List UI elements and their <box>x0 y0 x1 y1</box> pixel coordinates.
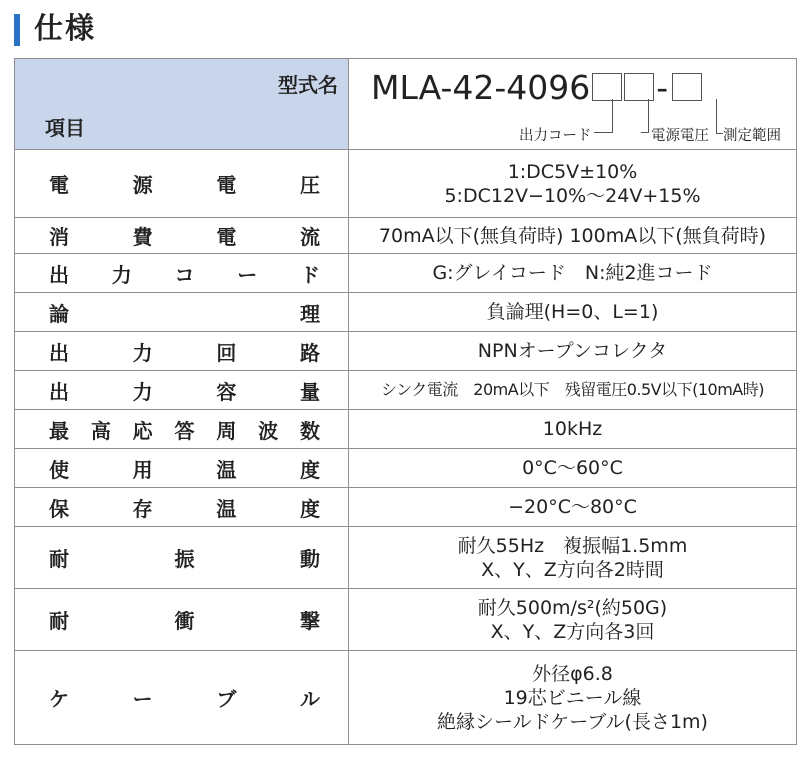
callout-supply-voltage: 電源電圧 <box>651 128 709 144</box>
spec-label-cell <box>15 293 349 332</box>
spec-label-char: ケ <box>49 687 69 711</box>
spec-label-char: 振 <box>174 547 195 571</box>
item-label: 項目 <box>45 116 85 140</box>
spec-value-line: NPNオープンコレクタ <box>477 340 668 362</box>
spec-label-char: 最 <box>49 418 69 443</box>
spec-label <box>49 298 320 327</box>
spec-label-cell <box>15 150 349 218</box>
spec-value-cell <box>349 254 797 293</box>
spec-label-char: 衝 <box>174 609 195 633</box>
spec-label <box>49 415 320 444</box>
spec-value-cell <box>349 527 797 589</box>
header-label-cell <box>15 59 349 150</box>
spec-label-char: 論 <box>49 301 69 326</box>
spec-label-char: 電 <box>49 173 69 197</box>
spec-label-char: 高 <box>90 418 111 443</box>
spec-label-char: 出 <box>49 262 69 287</box>
spec-row <box>15 527 797 589</box>
spec-label <box>49 543 320 572</box>
spec-label-char: 動 <box>300 547 320 571</box>
spec-label-char: 答 <box>174 418 195 443</box>
page-title: 仕様 <box>34 11 97 45</box>
spec-label-cell <box>15 589 349 651</box>
spec-label <box>49 493 320 522</box>
spec-label-char: 力 <box>132 340 153 365</box>
spec-label-cell <box>15 332 349 371</box>
spec-value-cell <box>349 293 797 332</box>
spec-label-cell <box>15 488 349 527</box>
callout-measure-range: 測定範囲 <box>723 128 781 144</box>
spec-label-char: 周 <box>216 418 237 443</box>
callout-line-voltage <box>648 99 649 133</box>
spec-value-cell <box>349 410 797 449</box>
spec-label <box>49 454 320 483</box>
spec-value-line: 耐久55Hz 複振幅1.5mm <box>457 534 688 557</box>
spec-row <box>15 332 797 371</box>
callout-output-code: 出力コード <box>519 128 592 144</box>
spec-label-char: 容 <box>216 379 237 404</box>
spec-value-line: 外径φ6.8 <box>532 662 613 685</box>
spec-value-cell <box>349 651 797 745</box>
callout-line-output-h <box>594 132 612 133</box>
spec-label-char: ー <box>132 687 153 711</box>
spec-value-line: シンク電流 20mA以下 残留電圧0.5V以下(10mA時) <box>381 380 764 399</box>
spec-label-char: 消 <box>49 225 69 249</box>
spec-value-line: G:グレイコード N:純2進コード <box>432 262 713 284</box>
spec-label-char: 耐 <box>49 547 69 571</box>
spec-value-line: 負論理(H=0、L=1) <box>486 301 659 323</box>
spec-label-char: 耐 <box>49 609 69 633</box>
spec-value-line: 絶縁シールドケーブル(長さ1m) <box>437 710 708 733</box>
spec-label-char: 電 <box>216 225 237 249</box>
spec-label <box>49 221 320 250</box>
callout-line-voltage-h <box>641 132 648 133</box>
spec-value-cell <box>349 332 797 371</box>
spec-row <box>15 371 797 410</box>
spec-value-cell <box>349 218 797 254</box>
spec-label-char: 理 <box>300 301 320 326</box>
spec-label-char: 出 <box>49 340 69 365</box>
spec-label-char: 度 <box>299 457 320 482</box>
spec-label-char: ド <box>300 262 320 287</box>
spec-label-cell <box>15 254 349 293</box>
spec-label-char: ブ <box>216 687 237 711</box>
spec-label-char: 存 <box>132 496 153 521</box>
spec-value-cell <box>349 488 797 527</box>
spec-row <box>15 488 797 527</box>
model-number: MLA-42-4096 <box>371 68 591 107</box>
spec-label-char: 波 <box>258 418 279 443</box>
table-header-row <box>15 59 797 150</box>
spec-label-char: 費 <box>132 225 153 249</box>
spec-label-char: 温 <box>216 457 237 482</box>
spec-label-char: 量 <box>299 379 320 404</box>
spec-label-char: 撃 <box>300 609 320 633</box>
spec-row <box>15 651 797 745</box>
spec-label-char: ル <box>299 687 320 711</box>
spec-label-char: 電 <box>216 173 237 197</box>
spec-label-cell <box>15 218 349 254</box>
spec-value-line: 1:DC5V±10% <box>507 160 638 183</box>
spec-label-char: 数 <box>299 418 320 443</box>
spec-label-char: 応 <box>132 418 153 443</box>
spec-value-cell <box>349 150 797 218</box>
callout-line-output <box>612 99 613 133</box>
spec-label-char: 用 <box>132 457 153 482</box>
type-name-label: 型式名 <box>278 73 338 97</box>
spec-value-cell <box>349 589 797 651</box>
model-dash: - <box>656 68 669 107</box>
spec-label-char: 温 <box>216 496 237 521</box>
spec-row <box>15 254 797 293</box>
spec-label-char: 流 <box>299 225 320 249</box>
spec-value-line: 10kHz <box>542 418 603 440</box>
spec-value-line: 70mA以下(無負荷時) 100mA以下(無負荷時) <box>378 224 767 247</box>
spec-label-char: 路 <box>299 340 320 365</box>
spec-label <box>49 376 320 405</box>
supply-voltage-box <box>624 73 654 101</box>
spec-value-line: 耐久500m/s²(約50G) <box>477 596 668 619</box>
spec-label-cell <box>15 371 349 410</box>
spec-value-line: 19芯ビニール線 <box>503 686 642 709</box>
spec-row <box>15 410 797 449</box>
spec-row <box>15 589 797 651</box>
spec-label-char: 保 <box>49 496 69 521</box>
spec-label <box>49 605 320 634</box>
spec-label-char: 力 <box>132 379 153 404</box>
spec-label-char: ー <box>237 262 258 287</box>
spec-value-line: −20°C〜80°C <box>508 496 637 518</box>
callout-line-range <box>716 99 723 134</box>
spec-table <box>14 58 797 745</box>
spec-label <box>49 169 320 198</box>
spec-label-cell <box>15 651 349 745</box>
spec-label-char: 使 <box>49 457 69 482</box>
spec-label-char: 度 <box>299 496 320 521</box>
spec-label-char: 回 <box>216 340 237 365</box>
spec-label-char: 力 <box>111 262 132 287</box>
spec-label-char: 出 <box>49 379 69 404</box>
spec-label-char: 圧 <box>299 173 320 197</box>
spec-value-cell <box>349 371 797 410</box>
spec-row <box>15 449 797 488</box>
spec-value-line: X、Y、Z方向各3回 <box>490 620 655 643</box>
spec-row <box>15 150 797 218</box>
spec-label-cell <box>15 449 349 488</box>
spec-label <box>49 259 320 288</box>
spec-value-line: 0°C〜60°C <box>522 457 623 479</box>
spec-label-char: 源 <box>132 173 153 197</box>
model-code-cell <box>349 59 797 150</box>
measure-range-box <box>672 73 702 101</box>
spec-label <box>49 683 320 712</box>
spec-row <box>15 218 797 254</box>
spec-value-line: 5:DC12V−10%〜24V+15% <box>444 184 701 207</box>
spec-label-char: コ <box>174 262 195 287</box>
spec-label <box>49 337 320 366</box>
spec-row <box>15 293 797 332</box>
model-code <box>371 65 702 111</box>
spec-value-line: X、Y、Z方向各2時間 <box>481 558 664 581</box>
output-code-box <box>592 73 622 101</box>
spec-label-cell <box>15 410 349 449</box>
spec-label-cell <box>15 527 349 589</box>
title-accent-bar <box>14 14 20 46</box>
spec-rows <box>15 150 797 745</box>
spec-value-cell <box>349 449 797 488</box>
